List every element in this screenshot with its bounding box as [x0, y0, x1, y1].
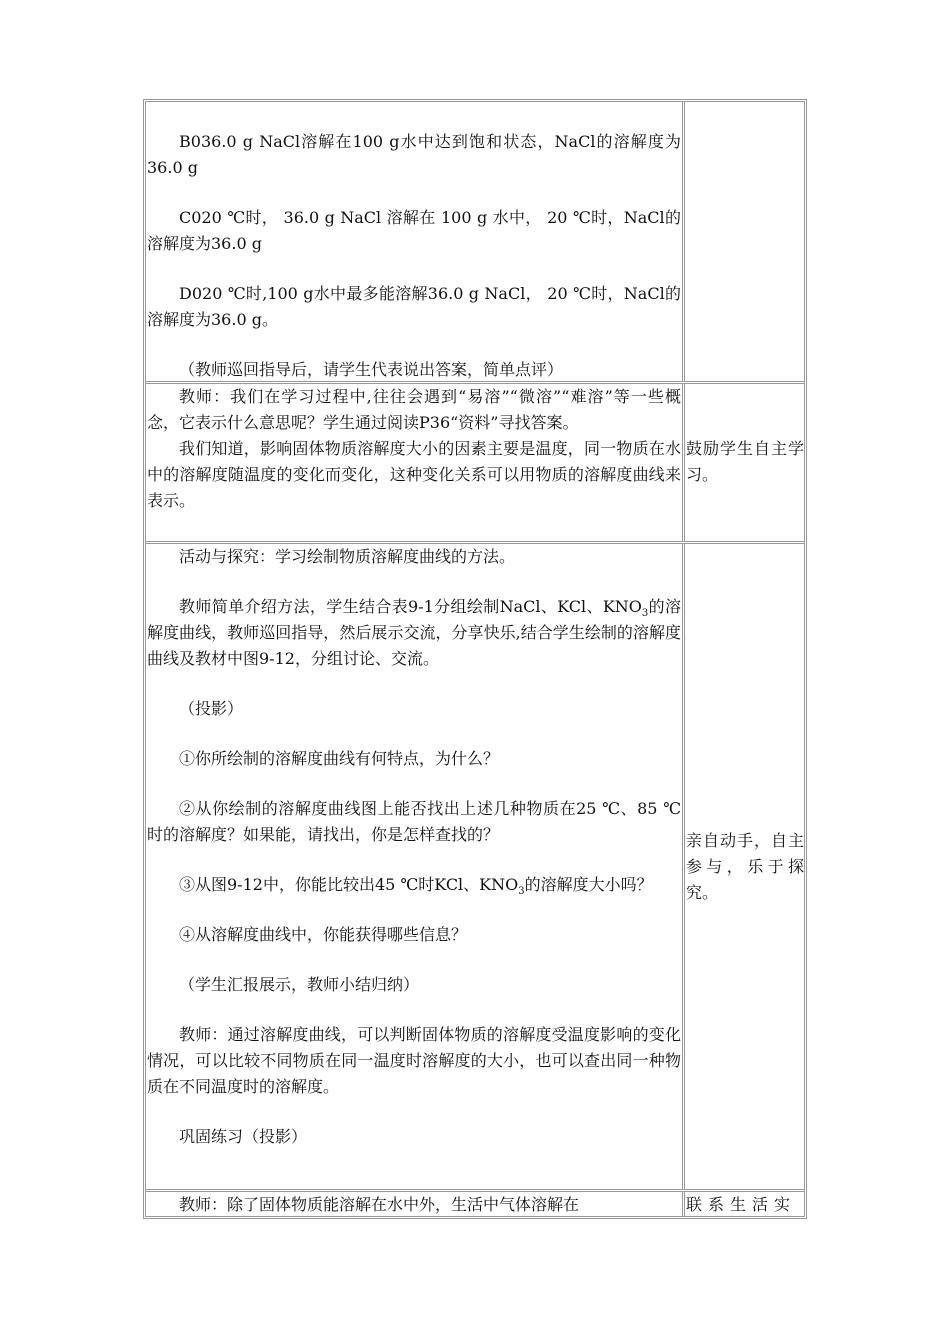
question-2-text: ②从你绘制的溶解度曲线图上能否找出上述几种物质在25 ℃、85 ℃时的溶解度？如果能，请找出，你是怎样查找的？ [147, 799, 681, 844]
activity-title: 活动与探究：学习绘制物质溶解度曲线的方法。 [179, 547, 516, 566]
question-3-part2: 的溶解度大小吗？ [524, 875, 653, 894]
intent-cell [682, 1192, 804, 1216]
option-b-text: B036.0 g NaCl溶解在100 g水中达到饱和状态，NaCl的溶解度为36.0 g [147, 132, 681, 177]
question-3-text [147, 872, 681, 898]
process-cell [146, 384, 682, 541]
table-row [146, 381, 804, 541]
intent-cell [682, 544, 804, 1189]
table-row [146, 102, 804, 381]
teacher-summary-text: 教师：通过溶解度曲线，可以判断固体物质的溶解度受温度影响的变化情况，可以比较不同物质在同一温度时溶解度的大小，也可以查出同一种物质在不同温度时的溶解度。 [147, 1025, 681, 1096]
projection-label: （投影） [179, 699, 244, 718]
intent-cell [682, 102, 804, 381]
intent-text: 联系生活实 [686, 1195, 797, 1214]
solubility-curve-intro-text: 我们知道，影响固体物质溶解度大小的因素主要是温度，同一物质在水中的溶解度随温度的变化而变化，这种变化关系可以用物质的溶解度曲线来表示。 [147, 439, 681, 510]
practice-label: 巩固练习（投影） [179, 1127, 308, 1146]
intent-text: 鼓励学生自主学习。 [686, 439, 804, 484]
process-cell [146, 102, 682, 381]
table-row [146, 1189, 804, 1216]
intent-text: 亲自动手，自主参与，乐于探究。 [686, 831, 804, 902]
lesson-plan-table [143, 99, 807, 1219]
activity-method-part2: 的溶解度曲线，教师巡回指导，然后展示交流，分享快乐,结合学生绘制的溶解度曲线及教材中图9-12，分组讨论、交流。 [147, 597, 681, 668]
intent-cell [682, 384, 804, 541]
question-4-text: ④从溶解度曲线中，你能获得哪些信息？ [179, 925, 468, 944]
subscript-3: 3 [518, 886, 525, 898]
subscript-3: 3 [641, 608, 649, 620]
student-report-text: （学生汇报展示，教师小结归纳） [179, 975, 420, 994]
option-d-text: D020 ℃时,100 g水中最多能溶解36.0 g NaCl， 20 ℃时，NaCl的溶解度为36.0 g。 [147, 284, 681, 329]
process-cell [146, 544, 682, 1189]
gas-solubility-text: 教师：除了固体物质能溶解在水中外，生活中气体溶解在 [179, 1195, 580, 1214]
activity-method-part1: 教师简单介绍方法，学生结合表9-1分组绘制NaCl、KCl、KNO [179, 597, 642, 616]
teacher-guidance-text: （教师巡回指导后，请学生代表说出答案，简单点评） [179, 360, 564, 379]
table-row [146, 541, 804, 1189]
option-c-text: C020 ℃时， 36.0 g NaCl 溶解在 100 g 水中， 20 ℃时，NaCl的溶解度为36.0 g [147, 208, 681, 253]
activity-method-text [147, 594, 681, 672]
question-3-part1: ③从图9-12中，你能比较出45 ℃时KCl、KNO [179, 875, 519, 894]
process-cell [146, 1192, 682, 1216]
question-1-text: ①你所绘制的溶解度曲线有何特点，为什么？ [179, 749, 500, 768]
concept-question-text: 教师：我们在学习过程中,往往会遇到“易溶”“微溶”“难溶”等一些概念，它表示什么意思呢？学生通过阅读P36“资料”寻找答案。 [147, 387, 681, 432]
